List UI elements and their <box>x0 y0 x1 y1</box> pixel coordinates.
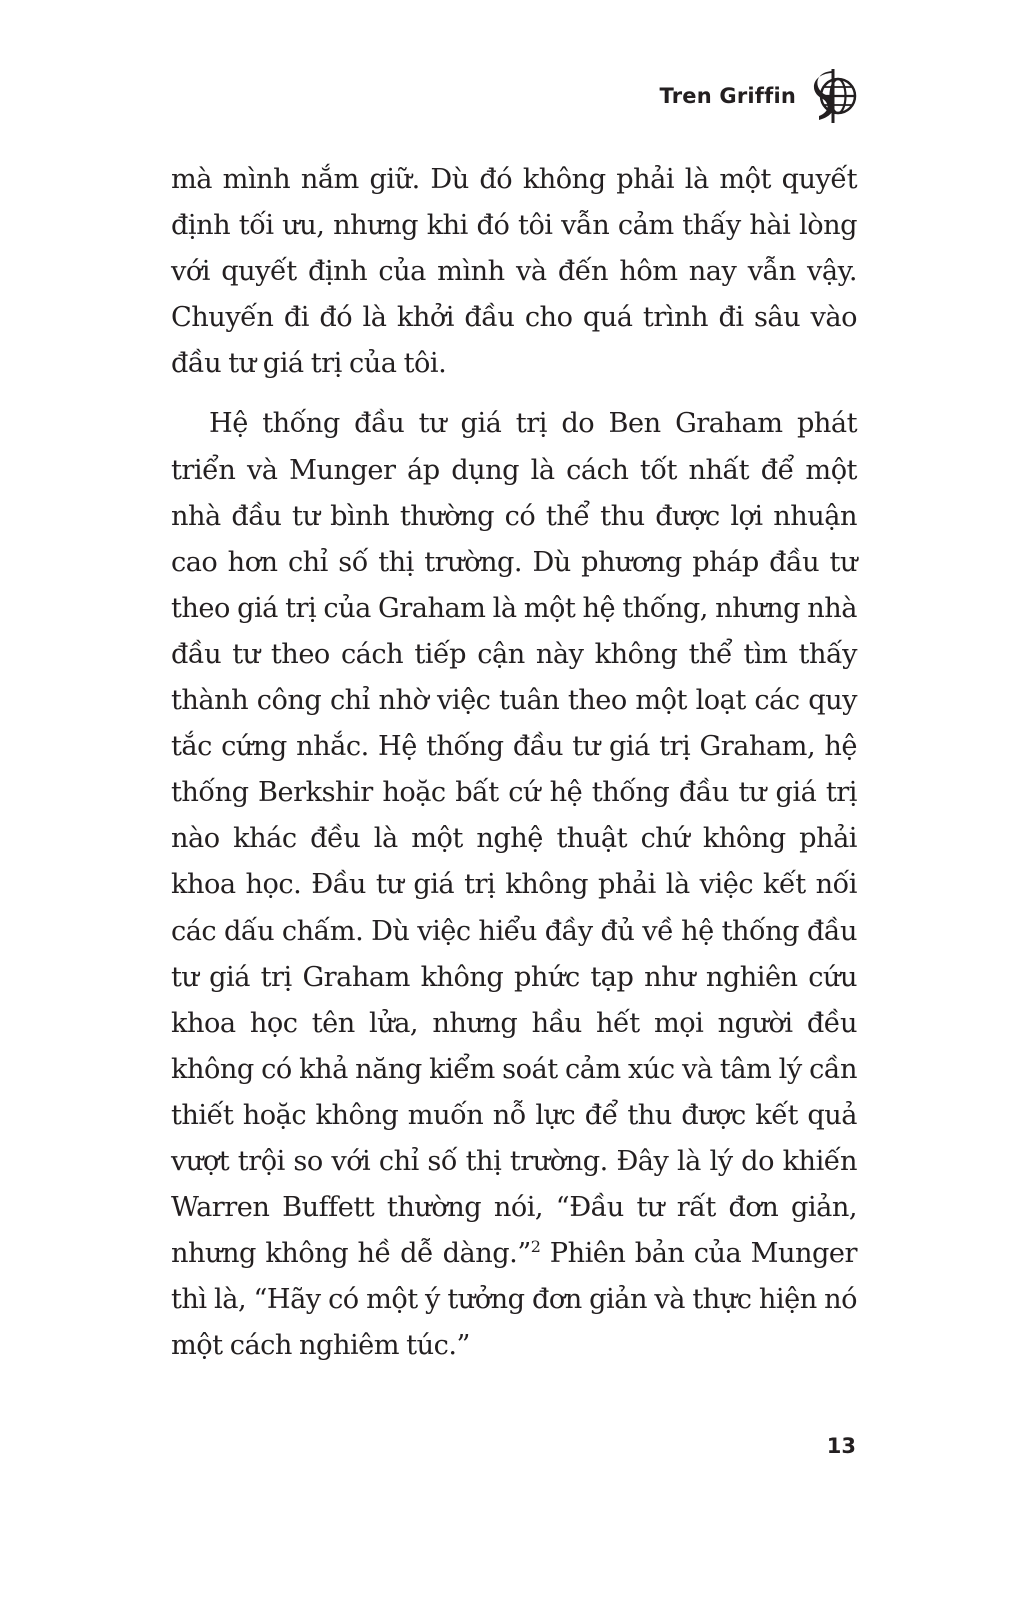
footnote-ref: 2 <box>530 1237 541 1257</box>
paragraph-2-text-a: Hệ thống đầu tư giá trị do Ben Graham phát triển và Munger áp dụng là cách tốt nhất để một nhà đầu tư bình thường có thể thu được lợi nhuận cao hơn chỉ số thị trường. Dù phương pháp đầu tư theo giá trị của Graham là một hệ thống, nhưng nhà đầu tư theo cách tiếp cận này không thể tìm thấy thành công chỉ nhờ việc tuân theo một loạt các quy tắc cứng nhắc. Hệ thống đầu tư giá trị Graham, hệ thống Berkshir hoặc bất cứ hệ thống đầu tư giá trị nào khác đều là một nghệ thuật chứ không phải khoa học. Đầu tư giá trị không phải là việc kết nối các dấu chấm. Dù việc hiểu đầy đủ về hệ thống đầu tư giá trị Graham không phức tạp như nghiên cứu khoa học tên lửa, nhưng hầu hết mọi người đều không có khả năng kiểm soát cảm xúc và tâm lý cần thiết hoặc không muốn nỗ lực để thu được kết quả vượt trội so với chỉ số thị trường. Đây là lý do khiến Warren Buffett thường nói, “Đầu tư rất đơn giản, nhưng không hề dễ dàng.” <box>171 408 857 1270</box>
paragraph-2 <box>171 401 857 1369</box>
body-text <box>171 157 857 1369</box>
globe-logo-icon <box>810 68 858 124</box>
paragraph-2-text-b: Phiên bản của Munger thì là, “Hãy có một ý tưởng đơn giản và thực hiện nó một cách nghiêm túc.” <box>171 1238 857 1362</box>
running-header <box>660 68 859 124</box>
page-number: 13 <box>826 1434 856 1458</box>
author-name: Tren Griffin <box>659 84 796 108</box>
paragraph-1: mà mình nắm giữ. Dù đó không phải là một quyết định tối ưu, nhưng khi đó tôi vẫn cảm thấy hài lòng với quyết định của mình và đến hôm nay vẫn vậy. Chuyến đi đó là khởi đầu cho quá trình đi sâu vào đầu tư giá trị của tôi. <box>171 164 857 380</box>
